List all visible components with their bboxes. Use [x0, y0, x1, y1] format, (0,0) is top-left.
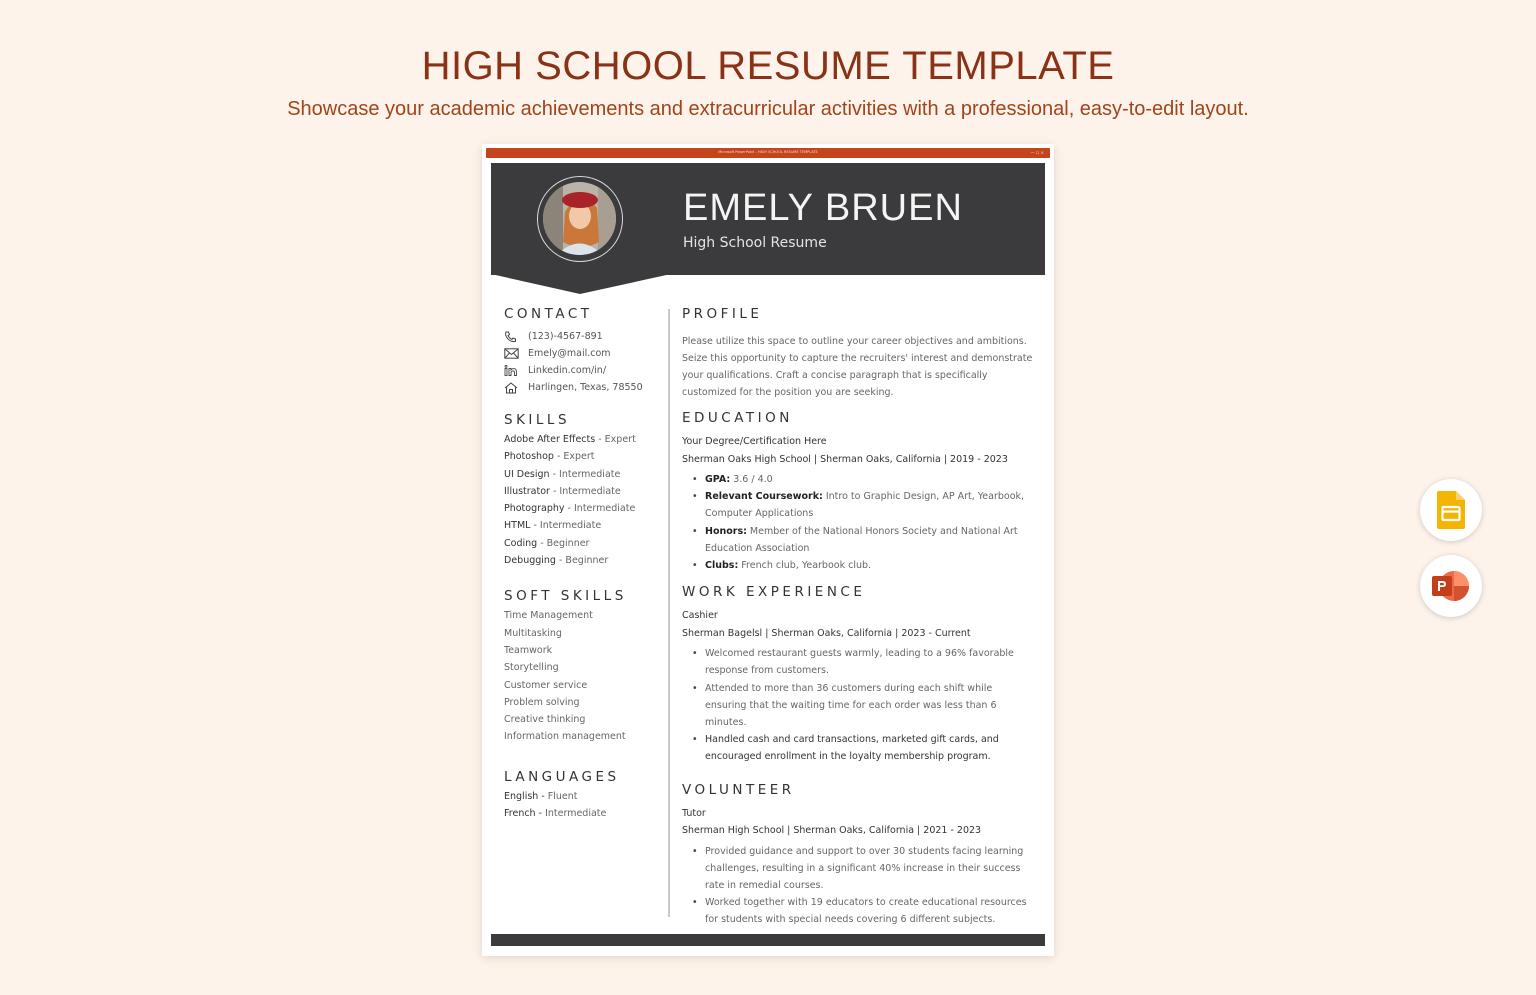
- volunteer-role: Tutor: [682, 807, 706, 819]
- resume-subtitle: High School Resume: [683, 235, 827, 251]
- avatar: [537, 176, 623, 262]
- list-item: • Worked together with 19 educators to create educational resources for students with special needs covering 6 different subjects.: [692, 894, 1034, 928]
- list-item: Coding - Beginner: [504, 537, 590, 549]
- window-title: Microsoft PowerPoint - HIGH SCHOOL RESUME TEMPLATE: [718, 150, 818, 154]
- contact-title: CONTACT: [504, 306, 593, 322]
- list-item: Teamwork: [504, 644, 553, 656]
- list-item: Creative thinking: [504, 714, 586, 726]
- education-bullets: [682, 471, 1034, 574]
- list-item: • Relevant Coursework: Intro to Graphic Design, AP Art, Yearbook, Computer Applications: [692, 488, 1034, 522]
- powerpoint-icon: [1432, 570, 1470, 602]
- list-item: Time Management: [504, 610, 593, 622]
- column-divider: [668, 309, 670, 917]
- soft-skills-list: [504, 610, 654, 748]
- left-column: [504, 306, 654, 825]
- volunteer-title: VOLUNTEER: [682, 781, 795, 798]
- resume-footer-bar: [491, 934, 1045, 946]
- contact-linkedin: [504, 362, 654, 379]
- list-item: Photoshop - Expert: [504, 451, 595, 463]
- document-preview: [482, 144, 1054, 956]
- education-degree: Your Degree/Certification Here: [682, 436, 827, 447]
- list-item: Information management: [504, 731, 626, 743]
- list-item: Storytelling: [504, 662, 559, 674]
- list-item: • Handled cash and card transactions, marketed gift cards, and encouraged enrollment in the loyalty membership program.: [692, 731, 1034, 765]
- profile-photo: [543, 182, 616, 255]
- list-item: • GPA: 3.6 / 4.0: [692, 471, 1034, 488]
- languages-list: [504, 791, 654, 826]
- window-titlebar: [486, 148, 1050, 158]
- resume-page: [491, 163, 1045, 947]
- phone-icon: [504, 331, 520, 343]
- list-item: Problem solving: [504, 696, 580, 708]
- email-text: Emely@mail.com: [528, 348, 611, 359]
- google-slides-icon: [1437, 491, 1465, 529]
- page-subtitle: Showcase your academic achievements and extracurricular activities with a professional, easy-to-edit layout.: [287, 98, 1249, 120]
- linkedin-icon: [504, 365, 520, 377]
- soft-skills-title: SOFT SKILLS: [504, 588, 627, 605]
- work-role: Cashier: [682, 610, 718, 622]
- list-item: English - Fluent: [504, 790, 578, 802]
- header-chevron: [491, 274, 671, 296]
- linkedin-text: Linkedin.com/in/: [528, 365, 607, 376]
- list-item: HTML - Intermediate: [504, 520, 602, 532]
- skills-title: SKILLS: [504, 412, 571, 428]
- contact-email: [504, 345, 654, 362]
- list-item: UI Design - Intermediate: [504, 468, 621, 480]
- languages-title: LANGUAGES: [504, 768, 620, 785]
- home-icon: [504, 382, 520, 394]
- list-item: • Welcomed restaurant guests warmly, leading to a 96% favorable response from customers.: [692, 645, 1034, 679]
- right-column: [682, 306, 1034, 929]
- profile-text: Please utilize this space to outline your career objectives and ambitions. Seize this opportunity to capture the recruiters' interest and demonstrate your qualifications. Craft a concise paragraph that is specifically customized for the position you are seeking.: [682, 336, 1033, 398]
- list-item: Multitasking: [504, 627, 562, 639]
- google-slides-button[interactable]: [1420, 479, 1482, 541]
- mail-icon: [504, 348, 520, 360]
- work-title: WORK EXPERIENCE: [682, 584, 866, 601]
- education-school: Sherman Oaks High School | Sherman Oaks, California | 2019 - 2023: [682, 453, 1008, 465]
- phone-text: (123)-4567-891: [528, 331, 603, 342]
- list-item: • Honors: Member of the National Honors Society and National Art Education Association: [692, 523, 1034, 557]
- window-controls[interactable]: — ☐ ✕: [1030, 150, 1044, 155]
- address-text: Harlingen, Texas, 78550: [528, 382, 643, 393]
- list-item: Adobe After Effects - Expert: [504, 434, 636, 445]
- page-title: HIGH SCHOOL RESUME TEMPLATE: [421, 44, 1115, 88]
- list-item: • Clubs: French club, Yearbook club.: [692, 557, 1034, 574]
- volunteer-place: Sherman High School | Sherman Oaks, California | 2021 - 2023: [682, 825, 982, 837]
- work-place: Sherman Bagelsl | Sherman Oaks, California | 2023 - Current: [682, 627, 971, 639]
- list-item: • Provided guidance and support to over 30 students facing learning challenges, resulting in a significant 40% increase in their success rate in remedial courses.: [692, 843, 1034, 895]
- powerpoint-button[interactable]: [1420, 555, 1482, 617]
- volunteer-bullets: [682, 843, 1034, 929]
- education-title: EDUCATION: [682, 410, 793, 426]
- contact-phone: [504, 328, 654, 345]
- list-item: Customer service: [504, 679, 588, 691]
- list-item: Debugging - Beginner: [504, 555, 609, 567]
- work-bullets: [682, 645, 1034, 765]
- resume-header: [491, 163, 1045, 275]
- list-item: French - Intermediate: [504, 808, 607, 820]
- profile-title: PROFILE: [682, 306, 763, 322]
- contact-address: [504, 379, 654, 396]
- list-item: Photography - Intermediate: [504, 503, 636, 515]
- list-item: Illustrator - Intermediate: [504, 485, 621, 497]
- resume-name: EMELY BRUEN: [683, 187, 963, 229]
- list-item: • Attended to more than 36 customers during each shift while ensuring that the waiting time for each order was less than 6 minutes.: [692, 680, 1034, 732]
- skills-list: [504, 434, 654, 572]
